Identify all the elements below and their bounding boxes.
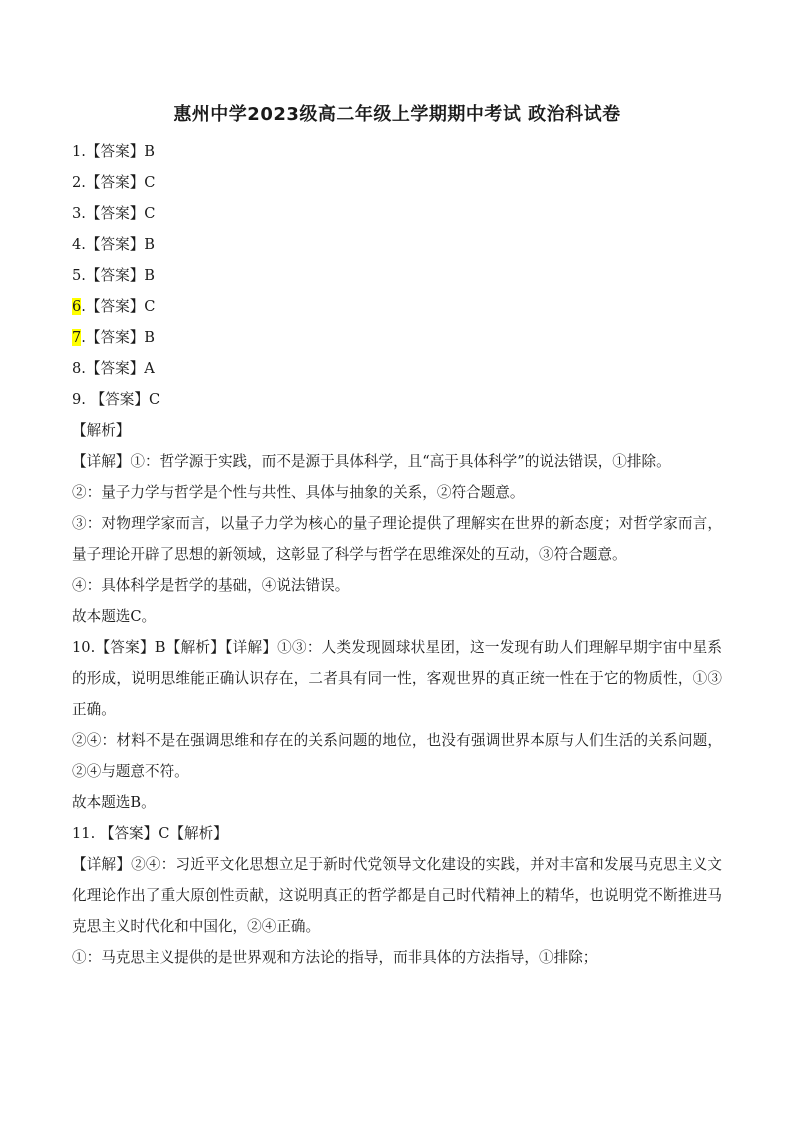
answer-number: 8 — [72, 360, 82, 377]
answer-text: .【答案】C — [81, 298, 156, 315]
answer-line — [72, 136, 722, 167]
answer-text: .【答案】B — [81, 329, 156, 346]
answer-number-highlighted: 7 — [72, 329, 82, 346]
answer-line — [72, 229, 722, 260]
conclusion: 故本题选B。 — [72, 794, 156, 811]
paragraph: 【详解】①：哲学源于实践，而不是源于具体科学，且“高于具体科学”的说法错误，①排除。 — [72, 453, 671, 470]
answer-number: 1 — [72, 143, 82, 160]
paragraph: ②④：材料不是在强调思维和存在的关系问题的地位，也没有强调世界本原与人们生活的关系问题，②④与题意不符。 — [72, 732, 722, 780]
q11-explanation — [72, 818, 722, 973]
answer-line — [72, 167, 722, 198]
page-title: 惠州中学2023级高二年级上学期期中考试 政治科试卷 — [173, 104, 621, 125]
paragraph: 【详解】②④：习近平文化思想立足于新时代党领导文化建设的实践，并对丰富和发展马克思主义文化理论作出了重大原创性贡献，这说明真正的哲学都是自己时代精神上的精华，也说明党不断推进马克思主义时代化和中国化，②④正确。 — [72, 856, 722, 935]
answer-text: .【答案】B — [81, 143, 156, 160]
answer-number-highlighted: 6 — [72, 298, 82, 315]
answer-line — [72, 198, 722, 229]
answer-number: 3 — [72, 205, 82, 222]
answer-text: .【答案】B — [81, 267, 156, 284]
answer-line — [72, 291, 722, 322]
analysis-heading: 【解析】 — [72, 422, 131, 439]
answer-number: 2 — [72, 174, 82, 191]
question-heading: 11. 【答案】C【解析】 — [72, 825, 228, 842]
answer-list — [72, 136, 722, 415]
q9-explanation — [72, 415, 722, 632]
answer-text: . 【答案】C — [81, 391, 161, 408]
paragraph: ④：具体科学是哲学的基础，④说法错误。 — [72, 577, 350, 594]
paragraph: ②：量子力学与哲学是个性与共性、具体与抽象的关系，②符合题意。 — [72, 484, 525, 501]
answer-number: 5 — [72, 267, 82, 284]
paragraph: ③：对物理学家而言，以量子力学为核心的量子理论提供了理解实在世界的新态度；对哲学家而言，量子理论开辟了思想的新领域，这彰显了科学与哲学在思维深处的互动，③符合题意。 — [72, 515, 722, 563]
answer-text: .【答案】A — [81, 360, 155, 377]
answer-line — [72, 260, 722, 291]
answer-line — [72, 384, 722, 415]
answer-text: .【答案】C — [81, 205, 156, 222]
q10-explanation — [72, 632, 722, 818]
paragraph: 10.【答案】B【解析】【详解】①③：人类发现圆球状星团，这一发现有助人们理解早期宇宙中星系的形成，说明思维能正确认识存在，二者具有同一性，客观世界的真正统一性在于它的物质性，①③正确。 — [72, 639, 722, 718]
answer-text: .【答案】B — [81, 236, 156, 253]
answer-text: .【答案】C — [81, 174, 156, 191]
answer-number: 4 — [72, 236, 82, 253]
answer-line — [72, 322, 722, 353]
paragraph: ①：马克思主义提供的是世界观和方法论的指导，而非具体的方法指导，①排除； — [72, 949, 598, 966]
conclusion: 故本题选C。 — [72, 608, 157, 625]
answer-line — [72, 353, 722, 384]
answer-number: 9 — [72, 391, 82, 408]
